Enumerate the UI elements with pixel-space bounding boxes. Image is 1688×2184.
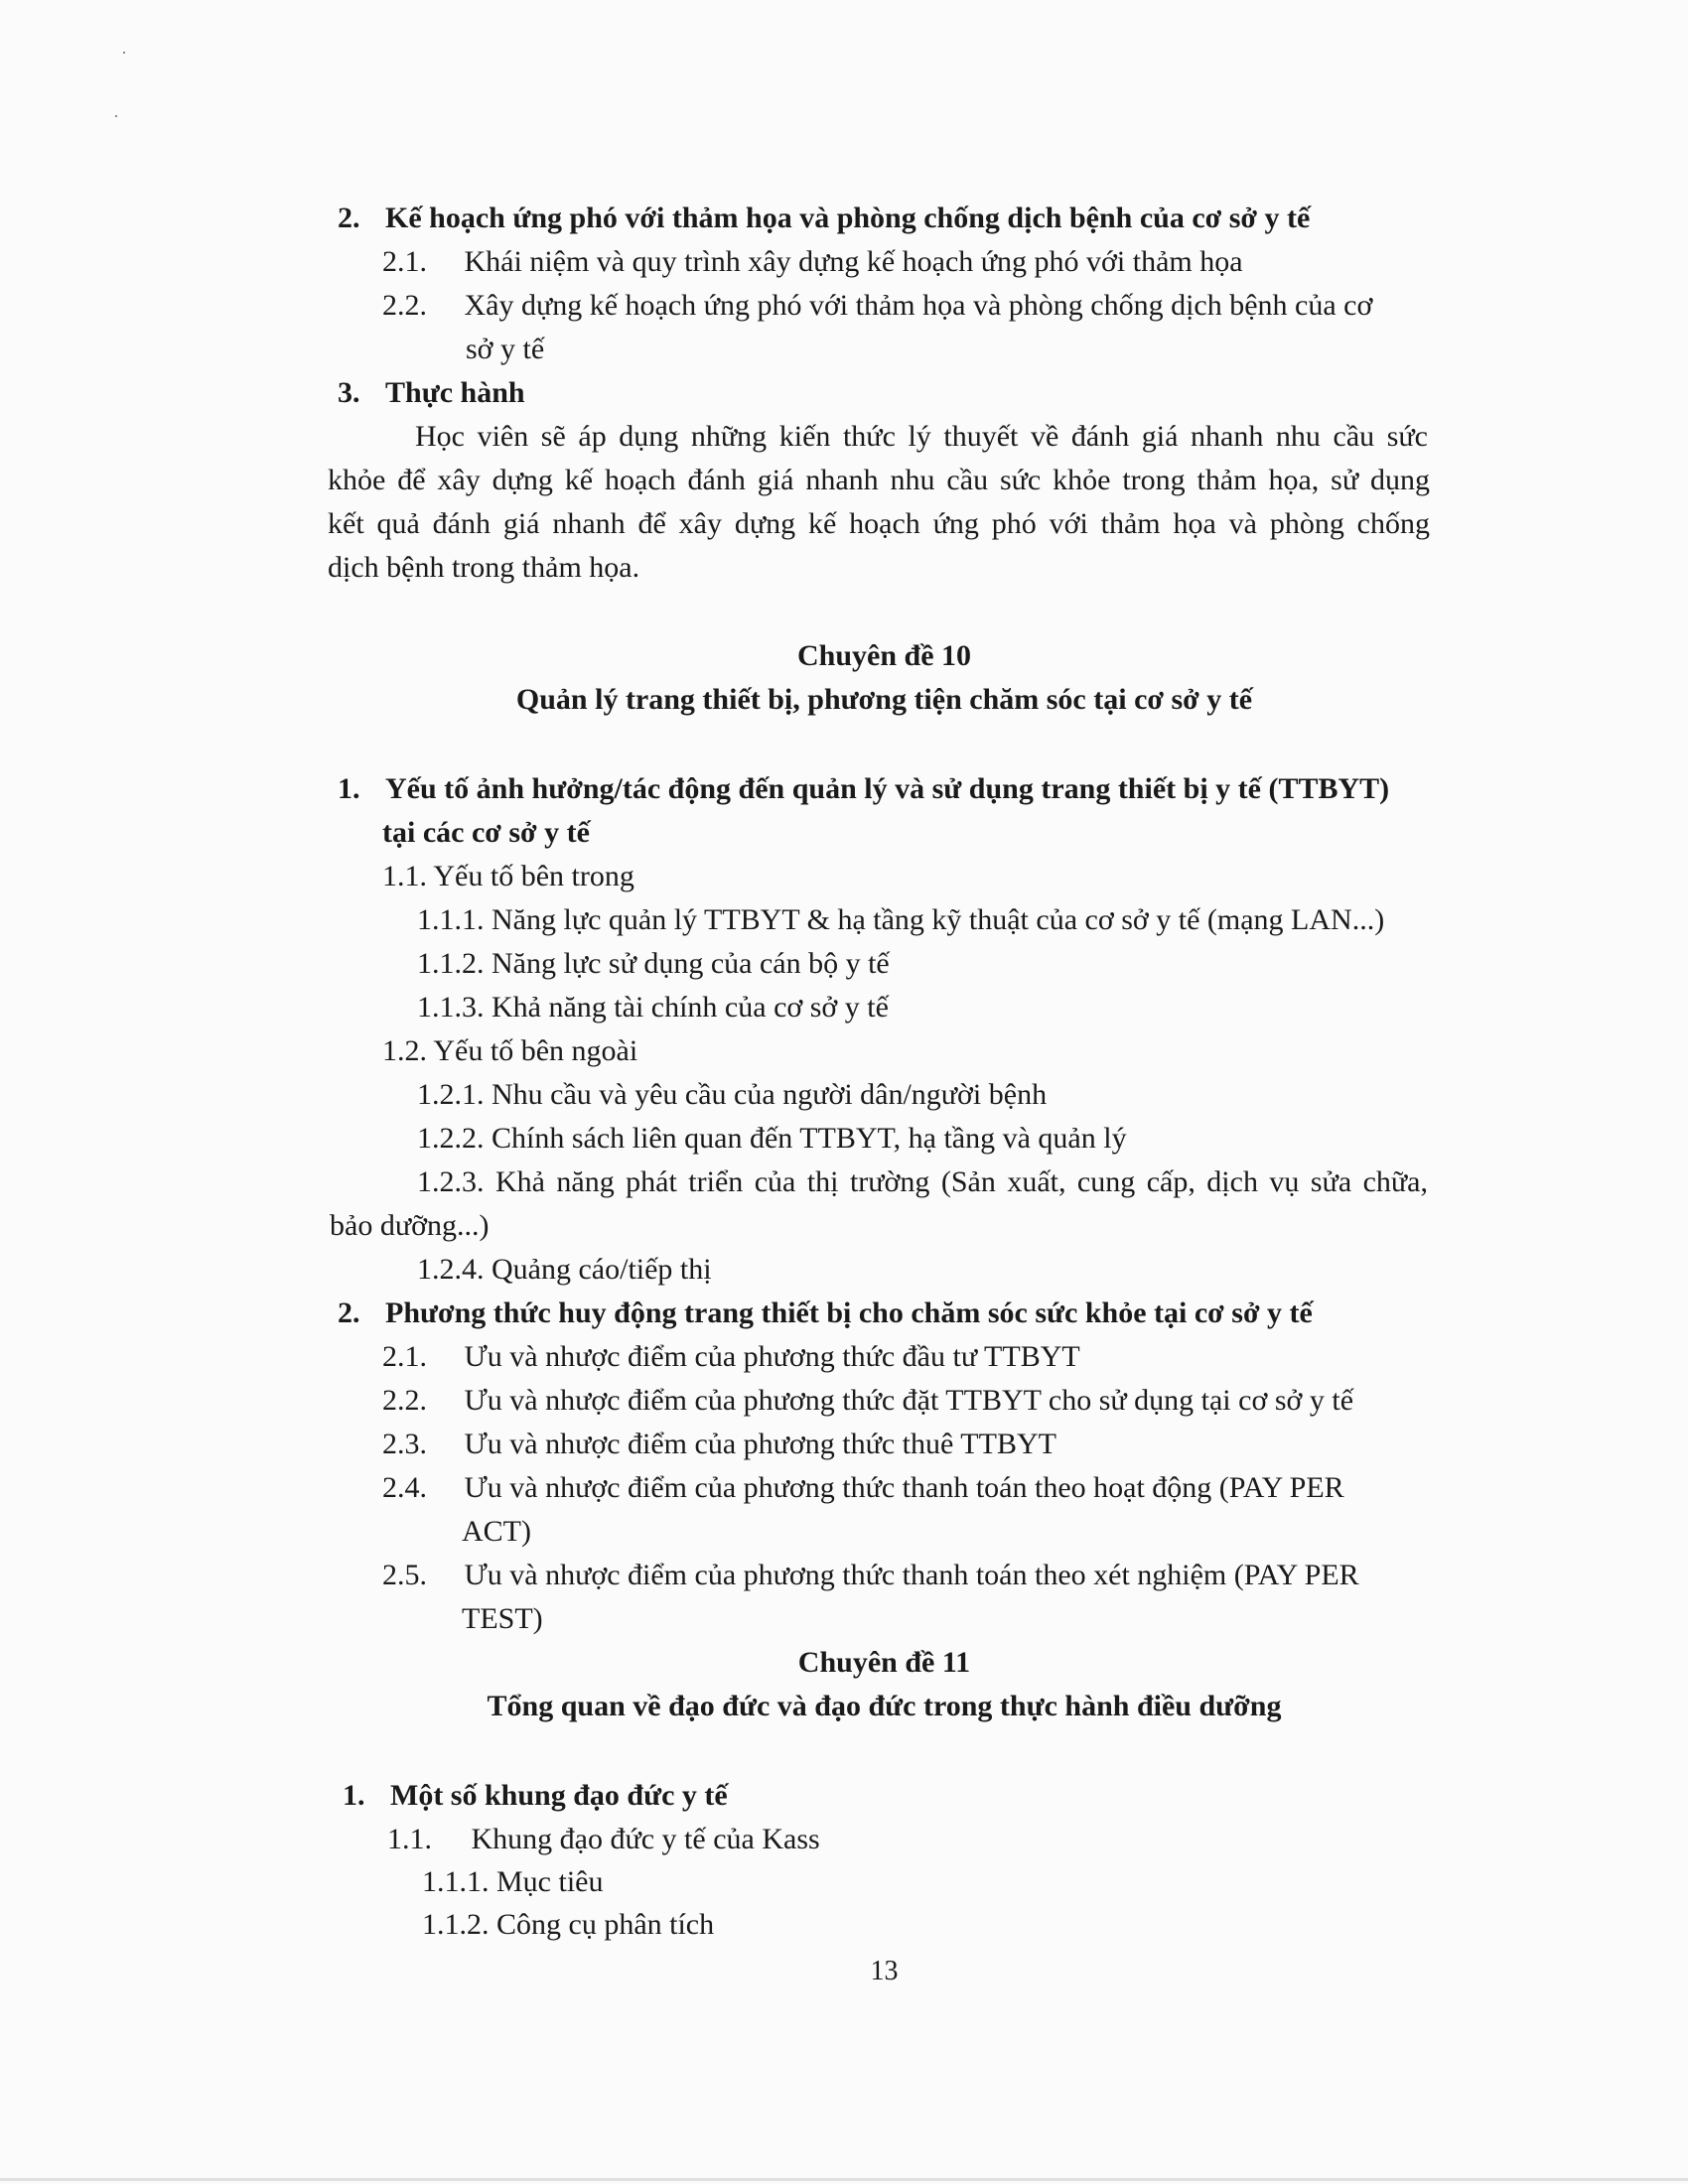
list-item-2-2 bbox=[382, 286, 1372, 326]
scan-speck bbox=[123, 52, 125, 54]
list-item-continuation: TEST) bbox=[462, 1602, 543, 1635]
section-number: 1. bbox=[343, 1779, 365, 1812]
section-2-heading bbox=[338, 199, 1310, 238]
list-item-2-2 bbox=[382, 1381, 1353, 1421]
paragraph-line: kết quả đánh giá nhanh để xây dựng kế hoạch ứng phó với thảm họa và phòng chống bbox=[328, 507, 1430, 540]
subsection-1-2-1: 1.2.1. Nhu cầu và yêu cầu của người dân/người bệnh bbox=[417, 1078, 1048, 1111]
item-text: Ưu và nhược điểm của phương thức đầu tư TTBYT bbox=[464, 1340, 1080, 1373]
item-text: Khung đạo đức y tế của Kass bbox=[471, 1823, 820, 1855]
section-number: 3. bbox=[338, 376, 360, 409]
paragraph-line: dịch bệnh trong thảm họa. bbox=[328, 551, 640, 584]
topic10-section-2-heading bbox=[338, 1294, 1313, 1333]
item-text: Ưu và nhược điểm của phương thức đặt TTBYT cho sử dụng tại cơ sở y tế bbox=[464, 1384, 1354, 1417]
list-item-2-4 bbox=[382, 1468, 1344, 1508]
topic-title: Tổng quan về đạo đức và đạo đức trong thực hành điều dưỡng bbox=[487, 1690, 1282, 1722]
subsection-1-1: 1.1. Yếu tố bên trong bbox=[382, 860, 634, 892]
paragraph-line: khỏe để xây dựng kế hoạch đánh giá nhanh nhu cầu sức khỏe trong thảm họa, sử dụng bbox=[328, 464, 1430, 496]
item-text: Khái niệm và quy trình xây dựng kế hoạch ứng phó với thảm họa bbox=[464, 245, 1243, 278]
subsection-1-1-2: 1.1.2. Năng lực sử dụng của cán bộ y tế bbox=[417, 947, 890, 980]
section-number: 1. bbox=[338, 772, 360, 805]
item-number: 2.3. bbox=[382, 1428, 427, 1460]
subsection-1-2: 1.2. Yếu tố bên ngoài bbox=[382, 1034, 638, 1067]
item-number: 2.2. bbox=[382, 1384, 427, 1417]
list-item-continuation: sở y tế bbox=[466, 333, 545, 365]
item-text: Ưu và nhược điểm của phương thức thanh toán theo xét nghiệm (PAY PER bbox=[464, 1559, 1359, 1591]
scan-bottom-edge bbox=[0, 2178, 1688, 2181]
list-item-2-5 bbox=[382, 1556, 1359, 1595]
item-number: 2.5. bbox=[382, 1559, 427, 1591]
item-number: 2.1. bbox=[382, 1340, 427, 1373]
item-text: Ưu và nhược điểm của phương thức thuê TTBYT bbox=[464, 1428, 1056, 1460]
topic11-section-1-heading bbox=[343, 1776, 728, 1816]
subsection-1-1-1: 1.1.1. Năng lực quản lý TTBYT & hạ tầng kỹ thuật của cơ sở y tế (mạng LAN...) bbox=[417, 903, 1385, 936]
heading-text: Một số khung đạo đức y tế bbox=[390, 1779, 728, 1812]
topic-label: Chuyên đề 10 bbox=[796, 639, 972, 672]
subsection-1-1-2: 1.1.2. Công cụ phân tích bbox=[422, 1908, 715, 1941]
list-item-2-1 bbox=[382, 1337, 1080, 1377]
heading-text: Thực hành bbox=[385, 376, 525, 409]
subsection-1-2-3: 1.2.3. Khả năng phát triển của thị trường (Sản xuất, cung cấp, dịch vụ sửa chữa, bbox=[417, 1165, 1428, 1198]
section-number: 2. bbox=[338, 1297, 360, 1329]
subsection-continuation: bảo dưỡng...) bbox=[330, 1209, 490, 1242]
heading-continuation: tại các cơ sở y tế bbox=[382, 816, 590, 849]
topic-title: Quản lý trang thiết bị, phương tiện chăm sóc tại cơ sở y tế bbox=[515, 683, 1253, 716]
list-item-2-1 bbox=[382, 242, 1243, 282]
item-number: 2.4. bbox=[382, 1471, 427, 1504]
section-3-heading bbox=[338, 373, 525, 413]
subsection-1-2-4: 1.2.4. Quảng cáo/tiếp thị bbox=[417, 1253, 712, 1286]
page-number: 13 bbox=[870, 1956, 899, 1986]
heading-text: Kế hoạch ứng phó với thảm họa và phòng chống dịch bệnh của cơ sở y tế bbox=[385, 202, 1311, 234]
list-item-continuation: ACT) bbox=[462, 1515, 531, 1548]
subsection-1-1-3: 1.1.3. Khả năng tài chính của cơ sở y tế bbox=[417, 991, 889, 1024]
scan-speck bbox=[115, 115, 117, 117]
heading-text: Yếu tố ảnh hưởng/tác động đến quản lý và sử dụng trang thiết bị y tế (TTBYT) bbox=[385, 772, 1390, 805]
subsection-1-1 bbox=[387, 1820, 820, 1859]
item-number: 1.1. bbox=[387, 1823, 432, 1855]
subsection-1-1-1: 1.1.1. Mục tiêu bbox=[422, 1865, 604, 1898]
item-text: Ưu và nhược điểm của phương thức thanh toán theo hoạt động (PAY PER bbox=[464, 1471, 1344, 1504]
topic10-section-1-heading bbox=[338, 769, 1389, 809]
paragraph-line: Học viên sẽ áp dụng những kiến thức lý thuyết về đánh giá nhanh nhu cầu sức bbox=[415, 420, 1428, 453]
heading-text: Phương thức huy động trang thiết bị cho chăm sóc sức khỏe tại cơ sở y tế bbox=[385, 1297, 1313, 1329]
item-number: 2.2. bbox=[382, 289, 427, 322]
topic-label: Chuyên đề 11 bbox=[797, 1646, 971, 1679]
list-item-2-3 bbox=[382, 1425, 1056, 1464]
item-number: 2.1. bbox=[382, 245, 427, 278]
section-number: 2. bbox=[338, 202, 360, 234]
subsection-1-2-2: 1.2.2. Chính sách liên quan đến TTBYT, hạ tầng và quản lý bbox=[417, 1122, 1127, 1155]
item-text: Xây dựng kế hoạch ứng phó với thảm họa và phòng chống dịch bệnh của cơ bbox=[464, 289, 1373, 322]
